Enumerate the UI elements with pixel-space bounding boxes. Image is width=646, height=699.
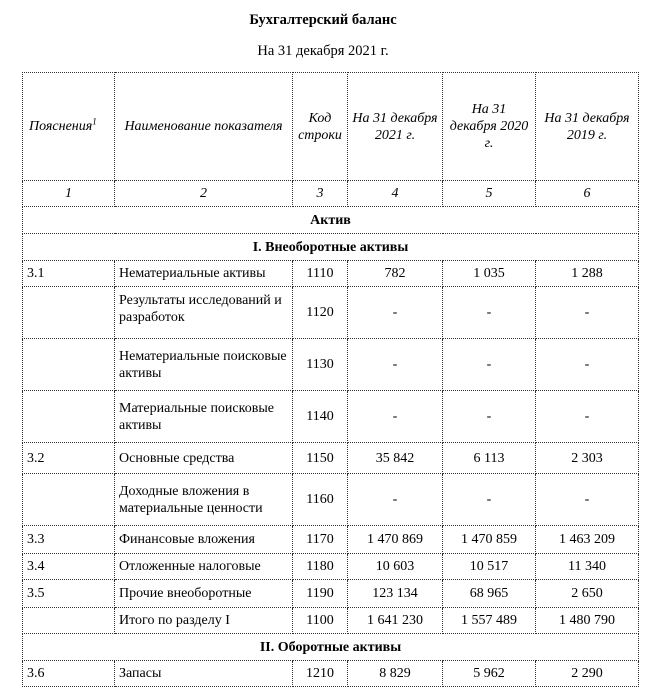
row-code: 1110	[293, 261, 348, 287]
column-numbers-row	[23, 181, 639, 207]
row-value-2020: 1 035	[443, 261, 536, 287]
row-name: Материальные поисковые активы	[115, 391, 293, 443]
row-name: Нематериальные поисковые активы	[115, 339, 293, 391]
row-value-2019: 1 480 790	[536, 608, 639, 634]
row-code: 1100	[293, 608, 348, 634]
table-row	[23, 526, 639, 554]
row-value-2021: -	[348, 474, 443, 526]
row-value-2019: -	[536, 391, 639, 443]
row-name: Результаты исследований и разработок	[115, 287, 293, 339]
table-row	[23, 339, 639, 391]
section-current	[23, 634, 639, 661]
table-row	[23, 474, 639, 526]
row-code: 1170	[293, 526, 348, 554]
row-value-2019: -	[536, 287, 639, 339]
row-name: Доходные вложения в материальные ценности	[115, 474, 293, 526]
row-code: 1140	[293, 391, 348, 443]
colnum-1: 1	[23, 181, 115, 207]
row-name: Финансовые вложения	[115, 526, 293, 554]
table-row	[23, 554, 639, 580]
section-noncurrent-title: I. Внеоборотные активы	[23, 234, 639, 261]
row-value-2021: 10 603	[348, 554, 443, 580]
row-value-2020: 68 965	[443, 580, 536, 608]
table-row	[23, 580, 639, 608]
row-value-2021: -	[348, 391, 443, 443]
table-row	[23, 661, 639, 687]
row-name: Запасы	[115, 661, 293, 687]
table-row	[23, 261, 639, 287]
row-value-2021: -	[348, 287, 443, 339]
row-note: 3.6	[23, 661, 115, 687]
row-value-2021: 123 134	[348, 580, 443, 608]
row-value-2019: 2 290	[536, 661, 639, 687]
row-code: 1160	[293, 474, 348, 526]
row-note: 3.5	[23, 580, 115, 608]
table-row	[23, 443, 639, 474]
row-note: 3.3	[23, 526, 115, 554]
section-noncurrent	[23, 234, 639, 261]
row-note	[23, 608, 115, 634]
section-current-title: II. Оборотные активы	[23, 634, 639, 661]
row-note	[23, 474, 115, 526]
row-value-2020: -	[443, 287, 536, 339]
row-code: 1120	[293, 287, 348, 339]
row-value-2019: 11 340	[536, 554, 639, 580]
row-value-2019: -	[536, 339, 639, 391]
header-indicator-name: Наименование показателя	[115, 73, 293, 181]
row-value-2019: -	[536, 474, 639, 526]
colnum-3: 3	[293, 181, 348, 207]
row-code: 1210	[293, 661, 348, 687]
table-row	[23, 391, 639, 443]
colnum-4: 4	[348, 181, 443, 207]
row-note: 3.4	[23, 554, 115, 580]
row-value-2019: 1 288	[536, 261, 639, 287]
row-name: Отложенные налоговые	[115, 554, 293, 580]
header-2019: На 31 декабря 2019 г.	[536, 73, 639, 181]
row-note	[23, 391, 115, 443]
row-value-2020: 1 470 859	[443, 526, 536, 554]
header-notes: Пояснения$^1$	[23, 73, 115, 181]
row-code: 1180	[293, 554, 348, 580]
section-asset	[23, 207, 639, 234]
row-value-2020: 1 557 489	[443, 608, 536, 634]
row-value-2021: 1 641 230	[348, 608, 443, 634]
table-row	[23, 287, 639, 339]
row-value-2020: -	[443, 474, 536, 526]
row-value-2019: 1 463 209	[536, 526, 639, 554]
colnum-2: 2	[115, 181, 293, 207]
section-asset-title: Актив	[23, 207, 639, 234]
row-value-2020: 6 113	[443, 443, 536, 474]
row-code: 1150	[293, 443, 348, 474]
balance-table	[22, 72, 639, 687]
row-value-2020: -	[443, 339, 536, 391]
header-2020: На 31 декабря 2020 г.	[443, 73, 536, 181]
row-value-2021: -	[348, 339, 443, 391]
row-value-2021: 35 842	[348, 443, 443, 474]
row-name: Прочие внеоборотные	[115, 580, 293, 608]
document-subtitle: На 31 декабря 2021 г.	[257, 43, 389, 59]
header-row	[23, 73, 639, 181]
row-code: 1190	[293, 580, 348, 608]
row-value-2020: -	[443, 391, 536, 443]
row-value-2021: 1 470 869	[348, 526, 443, 554]
row-value-2020: 5 962	[443, 661, 536, 687]
document-title: Бухгалтерский баланс	[249, 12, 397, 28]
header-2021: На 31 декабря 2021 г.	[348, 73, 443, 181]
row-note: 3.1	[23, 261, 115, 287]
row-value-2019: 2 303	[536, 443, 639, 474]
colnum-5: 5	[443, 181, 536, 207]
row-name: Итого по разделу I	[115, 608, 293, 634]
row-code: 1130	[293, 339, 348, 391]
row-note	[23, 339, 115, 391]
row-note: 3.2	[23, 443, 115, 474]
row-name: Нематериальные активы	[115, 261, 293, 287]
row-name: Основные средства	[115, 443, 293, 474]
row-value-2021: 782	[348, 261, 443, 287]
colnum-6: 6	[536, 181, 639, 207]
row-value-2021: 8 829	[348, 661, 443, 687]
table-row-total	[23, 608, 639, 634]
header-line-code: Код строки	[293, 73, 348, 181]
row-note	[23, 287, 115, 339]
row-value-2020: 10 517	[443, 554, 536, 580]
row-value-2019: 2 650	[536, 580, 639, 608]
